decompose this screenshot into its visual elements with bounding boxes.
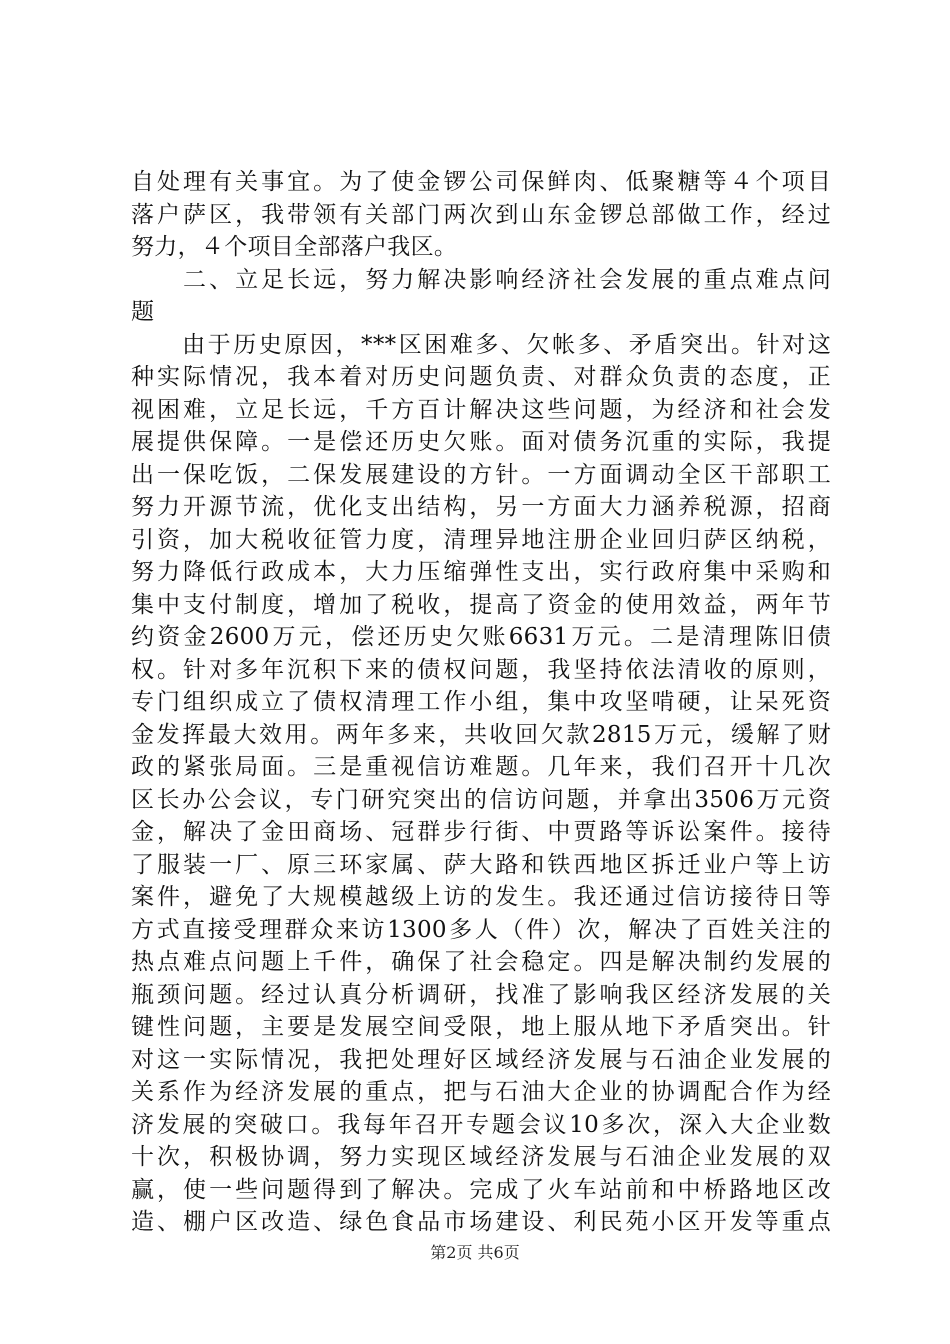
text-line: 专门组织成立了债权清理工作小组，集中攻坚啃硬，让呆死资: [131, 689, 831, 715]
text-line: 关系作为经济发展的重点，把与石油大企业的协调配合作为经: [131, 1079, 831, 1105]
text-line: 方式直接受理群众来访1300多人（件）次，解决了百姓关注的: [131, 916, 831, 943]
text-line: 金发挥最大效用。两年多来，共收回欠款2815万元，缓解了财: [131, 721, 831, 748]
text-line: 出一保吃饭，二保发展建设的方针。一方面调动全区干部职工: [131, 461, 831, 488]
text-line: 展提供保障。一是偿还历史欠账。面对债务沉重的实际，我提: [131, 429, 831, 455]
text-line: 引资，加大税收征管力度，清理异地注册企业回归萨区纳税，: [131, 526, 831, 553]
text-line: 集中支付制度，增加了税收，提高了资金的使用效益，两年节: [131, 591, 831, 618]
text-line: 区长办公会议，专门研究突出的信访问题，并拿出3506万元资: [131, 786, 831, 813]
text-line: 自处理有关事宜。为了使金锣公司保鲜肉、低聚糖等４个项目: [131, 169, 831, 195]
text-line: 努力降低行政成本，大力压缩弹性支出，实行政府集中采购和: [131, 559, 831, 585]
text-line: 赢，使一些问题得到了解决。完成了火车站前和中桥路地区改: [131, 1176, 831, 1203]
text-line: 视困难，立足长远，千方百计解决这些问题，为经济和社会发: [131, 396, 831, 423]
text-line: 键性问题，主要是发展空间受限，地上服从地下矛盾突出。针: [131, 1014, 831, 1040]
text-line: 约资金2600万元，偿还历史欠账6631万元。二是清理陈旧债: [131, 624, 831, 650]
text-line: 瓶颈问题。经过认真分析调研，找准了影响我区经济发展的关: [131, 981, 831, 1008]
text-line: 二、立足长远，努力解决影响经济社会发展的重点难点问: [131, 266, 831, 293]
text-line: 由于历史原因，***区困难多、欠帐多、矛盾突出。针对这: [131, 331, 831, 358]
page-footer: 第2页 共6页: [430, 1243, 520, 1262]
text-line: 十次，积极协调，努力实现区域经济发展与石油企业发展的双: [131, 1144, 831, 1170]
text-line: 题: [131, 299, 155, 325]
text-line: 权。针对多年沉积下来的债权问题，我坚持依法清收的原则，: [131, 656, 831, 683]
text-line: 热点难点问题上千件，确保了社会稳定。四是解决制约发展的: [131, 949, 831, 975]
text-line: 努力开源节流，优化支出结构，另一方面大力涵养税源，招商: [131, 494, 831, 520]
text-line: 政的紧张局面。三是重视信访难题。几年来，我们召开十几次: [131, 754, 831, 780]
text-line: 种实际情况，我本着对历史问题负责、对群众负责的态度，正: [131, 364, 831, 390]
text-line: 对这一实际情况，我把处理好区域经济发展与石油企业发展的: [131, 1046, 831, 1073]
text-line: 金，解决了金田商场、冠群步行街、中贾路等诉讼案件。接待: [131, 819, 831, 845]
text-line: 案件，避免了大规模越级上访的发生。我还通过信访接待日等: [131, 884, 831, 910]
text-line: 努力，４个项目全部落户我区。: [131, 234, 458, 260]
text-line: 造、棚户区改造、绿色食品市场建设、利民苑小区开发等重点: [131, 1209, 831, 1235]
text-line: 济发展的突破口。我每年召开专题会议10多次，深入大企业数: [131, 1111, 831, 1138]
text-line: 了服装一厂、原三环家属、萨大路和铁西地区拆迁业户等上访: [131, 851, 831, 878]
document-body: [131, 166, 831, 1239]
text-line: 落户萨区，我带领有关部门两次到山东金锣总部做工作，经过: [131, 201, 831, 228]
